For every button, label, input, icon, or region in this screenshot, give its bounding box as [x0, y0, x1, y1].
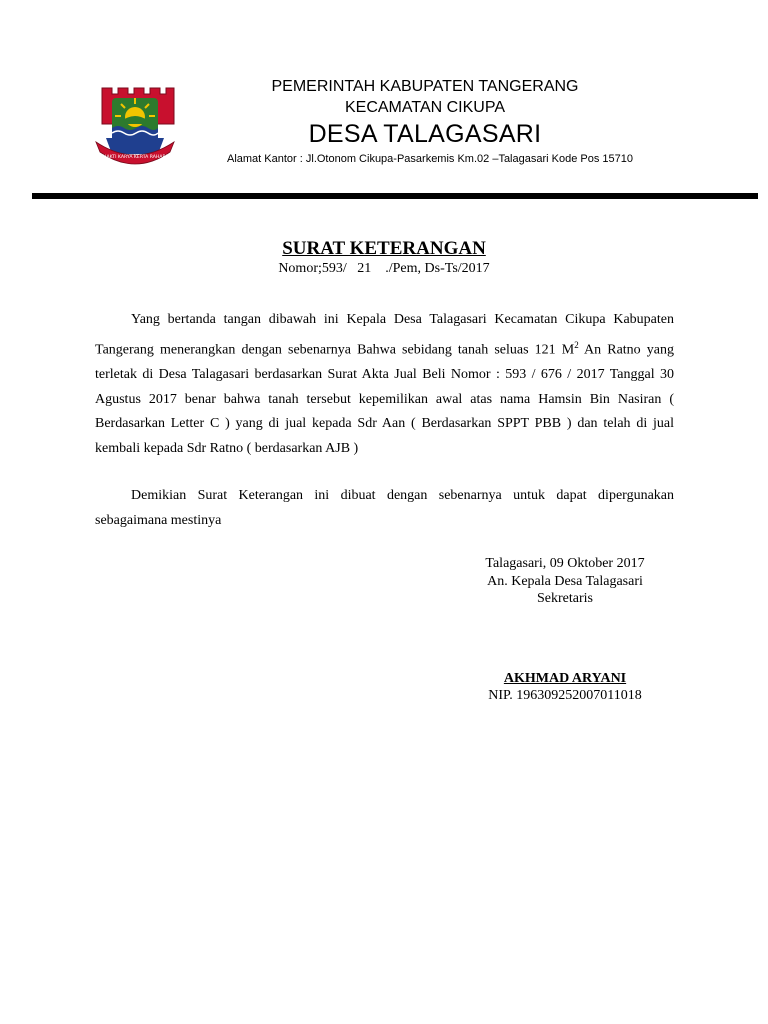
signature-role-1: An. Kepala Desa Talagasari — [487, 574, 643, 589]
header-address: Alamat Kantor : Jl.Otonom Cikupa-Pasarkemis Km.02 –Talagasari Kode Pos 15710 — [227, 153, 633, 165]
letter-number: Nomor;593/ 21 ./Pem, Ds-Ts/2017 — [278, 261, 490, 276]
body-paragraph-1-part-b: An Ratno yang terletak di Desa Talagasari berdasarkan Surat Akta Jual Beli Nomor : 593 / 676 / 2017 Tanggal 30 Agustus 2017 benar bahwa tanah tersebut kepemilikan awal atas nama Hamsin Bin Nasiran ( Berdasarkan Letter C ) yang di jual kepada Sdr Aan ( Berdasarkan SPPT PBB ) dan telah di jual kembali kepada Sdr Ratno ( berdasarkan AJB ) — [95, 342, 674, 457]
letterhead-divider — [32, 193, 758, 199]
body-paragraph-1 — [95, 308, 674, 462]
signatory-name-text: AKHMAD ARYANI — [503, 671, 627, 686]
letter-title-text: SURAT KETERANGAN — [282, 238, 486, 259]
signatory-name — [440, 671, 690, 687]
superscript-2: 2 — [574, 339, 579, 350]
body-paragraph-1-part-a: Yang bertanda tangan dibawah ini Kepala Desa Talagasari Kecamatan Cikupa Kabupaten Tangerang menerangkan dengan sebenarnya Bahwa sebidang tanah seluas 121 M — [95, 312, 674, 358]
header-government: PEMERINTAH KABUPATEN TANGERANG — [271, 78, 579, 95]
emblem-motto-text: BHAKTI KARYA KERTA RAHARJA — [99, 155, 171, 160]
header-village: DESA TALAGASARI — [308, 120, 542, 148]
signature-role-2: Sekretaris — [537, 591, 593, 606]
body-paragraph-2-text: Demikian Surat Keterangan ini dibuat dengan sebenarnya untuk dapat dipergunakan sebagaimana mestinya — [95, 488, 674, 528]
letter-title — [0, 238, 768, 260]
header-district: KECAMATAN CIKUPA — [344, 99, 506, 116]
signature-place-date: Talagasari, 09 Oktober 2017 — [485, 556, 645, 571]
signatory-nip: NIP. 196309252007011018 — [488, 688, 642, 703]
body-paragraph-2 — [95, 484, 674, 533]
